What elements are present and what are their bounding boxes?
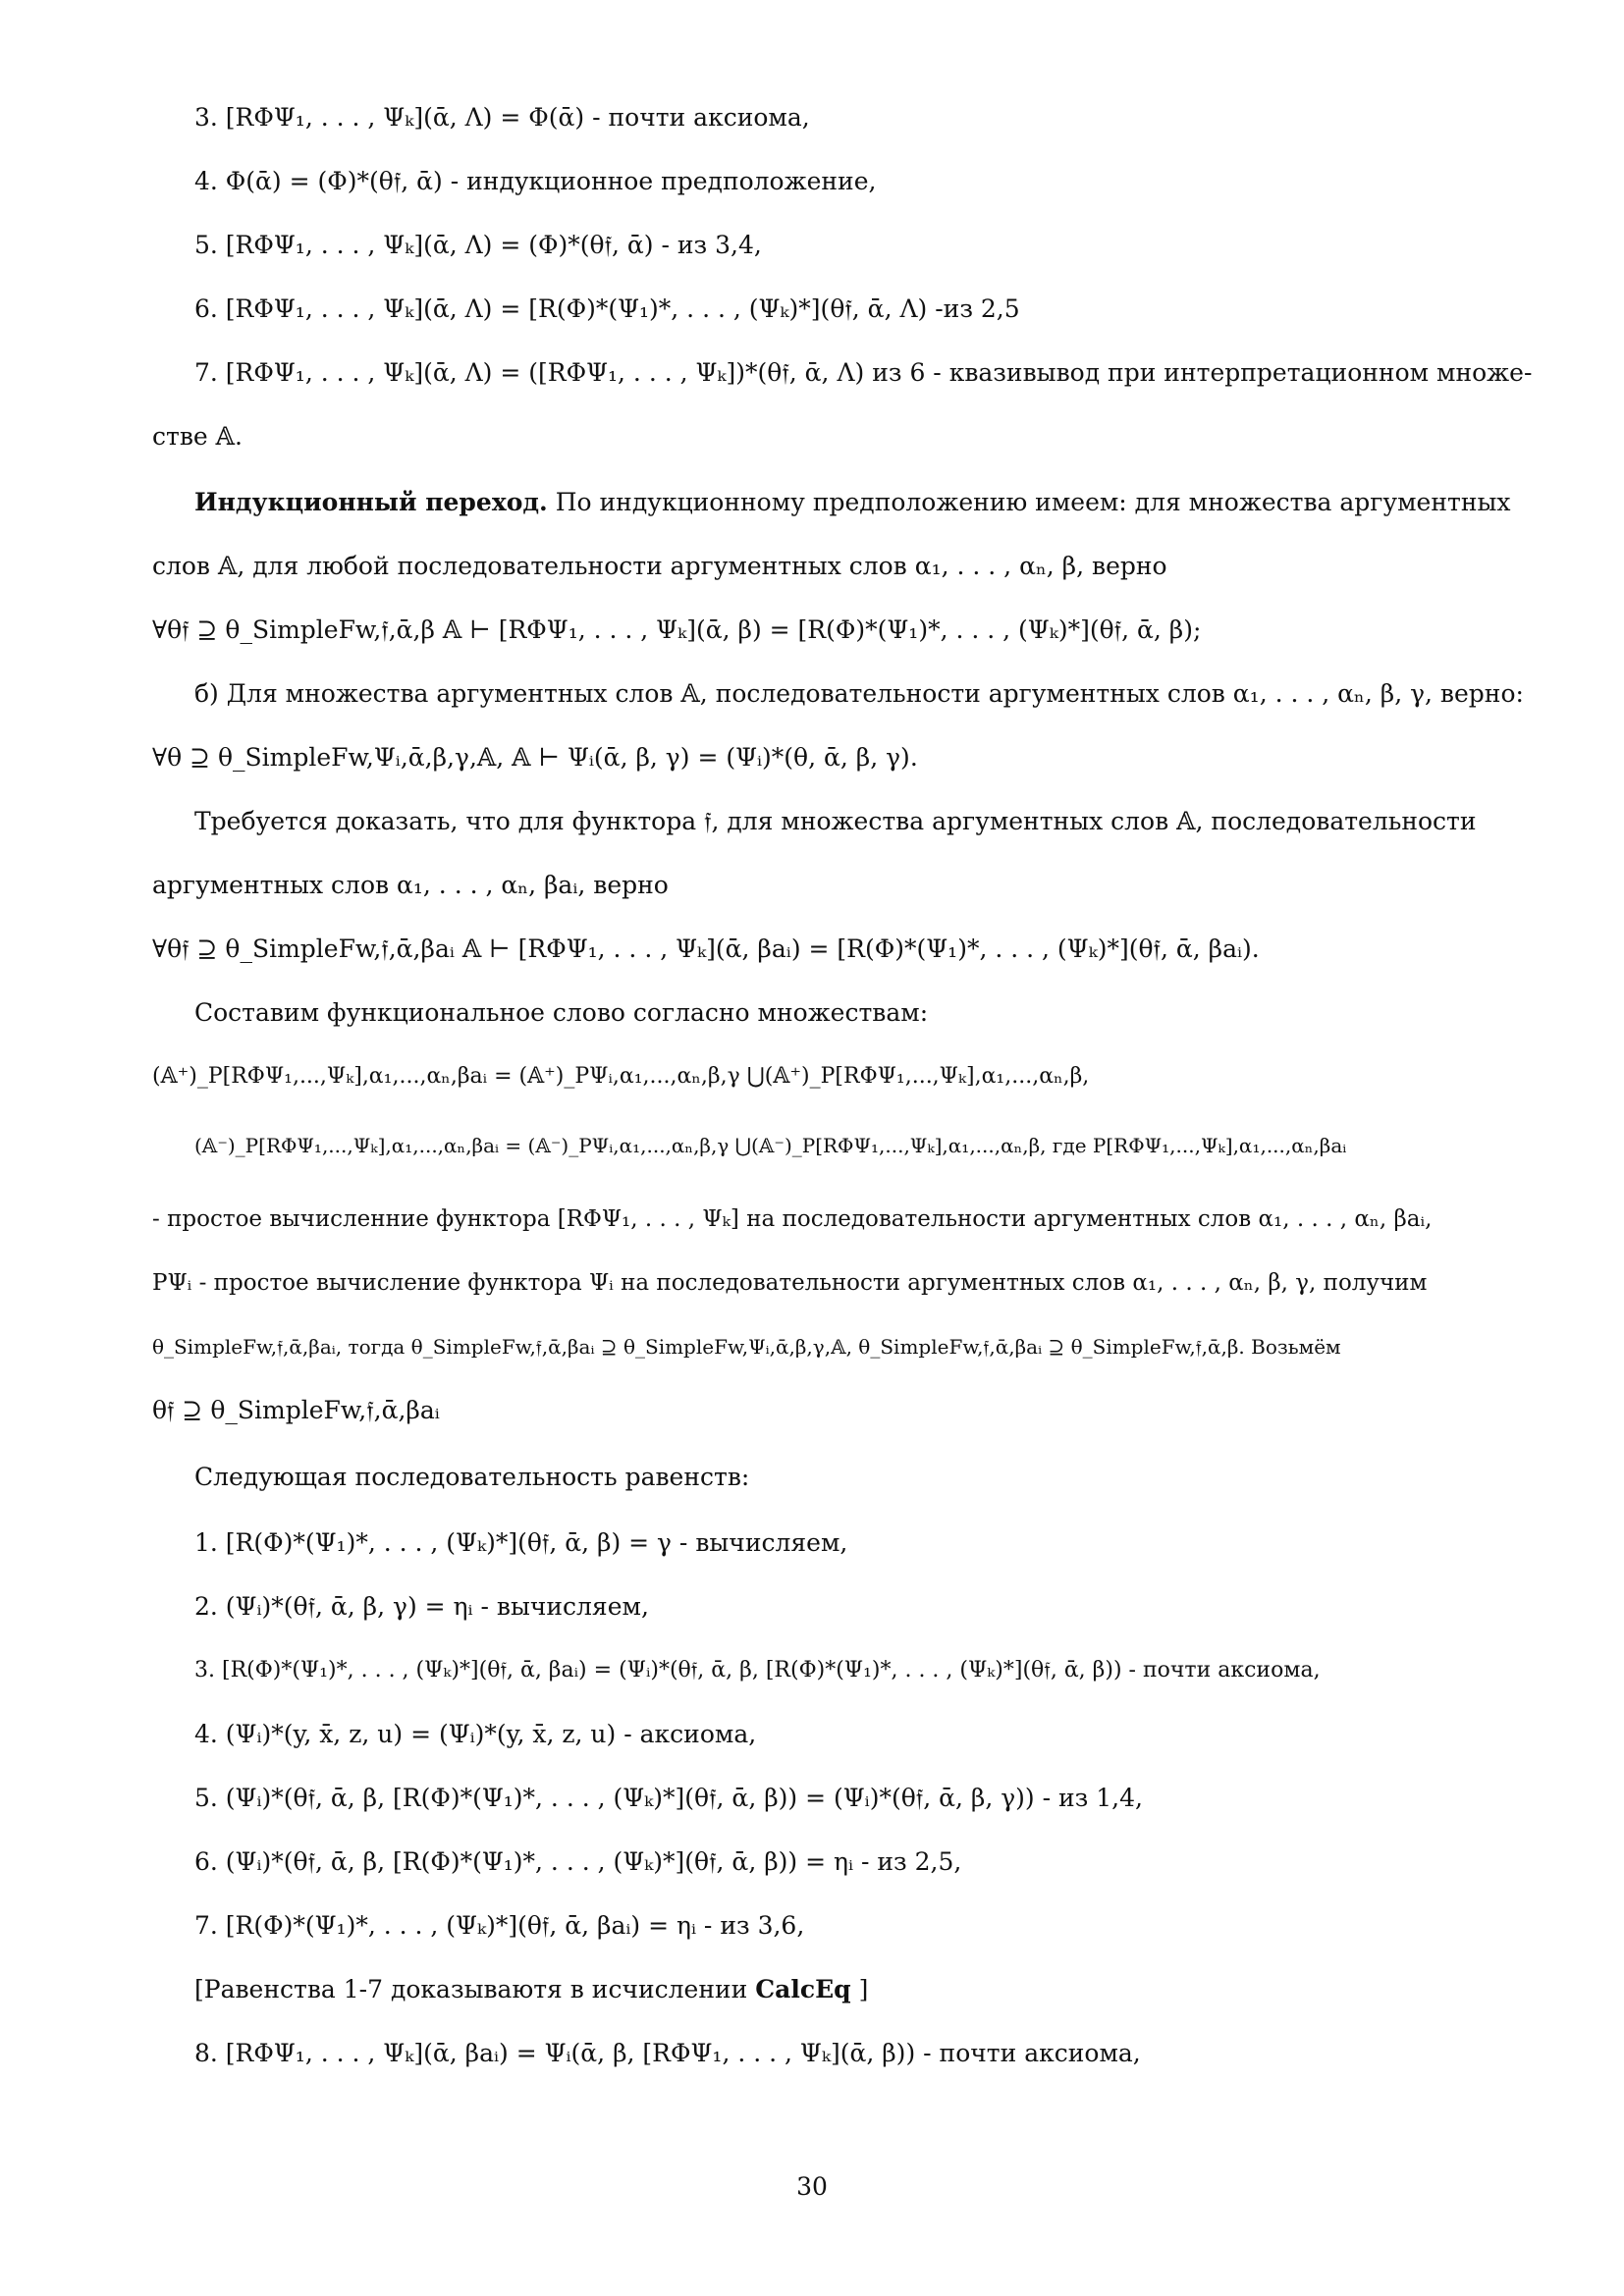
paragraph-line: аргументных слов α₁, . . . , αₙ, βaᵢ, верно — [152, 871, 669, 899]
formula-line: θ𝔣 ⊇ θ_SimpleFw,𝔣,ᾱ,βaᵢ — [152, 1396, 440, 1424]
formula-line: ∀θ ⊇ θ_SimpleFw,Ψᵢ,ᾱ,β,γ,𝔸, 𝔸 ⊢ Ψᵢ(ᾱ, β, γ) = (Ψᵢ)*(θ, ᾱ, β, γ). — [152, 743, 918, 772]
proof-line: 5. (Ψᵢ)*(θ𝔣, ᾱ, β, [R(Φ)*(Ψ₁)*, . . . , (Ψₖ)*](θ𝔣, ᾱ, β)) = (Ψᵢ)*(θ𝔣, ᾱ, β, γ)) - из 1,4, — [194, 1784, 1143, 1812]
formula-line: (𝔸⁺)_P[RΦΨ₁,...,Ψₖ],α₁,...,αₙ,βaᵢ = (𝔸⁺)_PΨᵢ,α₁,...,αₙ,β,γ ⋃(𝔸⁺)_P[RΦΨ₁,...,Ψₖ],α₁,...,αₙ,β, — [152, 1064, 1090, 1089]
paragraph-line: Требуется доказать, что для функтора 𝔣, для множества аргументных слов 𝔸, последовательности — [194, 807, 1477, 835]
proof-line: 3. [R(Φ)*(Ψ₁)*, . . . , (Ψₖ)*](θ𝔣, ᾱ, βaᵢ) = (Ψᵢ)*(θ𝔣, ᾱ, β, [R(Φ)*(Ψ₁)*, . . . , (Ψₖ)*](θ𝔣, ᾱ, β)) - почти аксиома, — [194, 1658, 1321, 1682]
paragraph-text: ] — [850, 1975, 869, 2003]
proof-line: 4. (Ψᵢ)*(y, x̄, z, u) = (Ψᵢ)*(y, x̄, z, u) - аксиома, — [194, 1720, 757, 1748]
section-heading: Индукционный переход. — [194, 488, 548, 516]
formula-line: (𝔸⁻)_P[RΦΨ₁,...,Ψₖ],α₁,...,αₙ,βaᵢ = (𝔸⁻)_PΨᵢ,α₁,...,αₙ,β,γ ⋃(𝔸⁻)_P[RΦΨ₁,...,Ψₖ],α₁,...,αₙ,β, где P[RΦΨ₁,...,Ψₖ],α₁,...,αₙ,βaᵢ — [194, 1134, 1347, 1157]
proof-line: 1. [R(Φ)*(Ψ₁)*, . . . , (Ψₖ)*](θ𝔣, ᾱ, β) = γ - вычисляем, — [194, 1528, 848, 1557]
formula-line: ∀θ𝔣 ⊇ θ_SimpleFw,𝔣,ᾱ,βaᵢ 𝔸 ⊢ [RΦΨ₁, . . . , Ψₖ](ᾱ, βaᵢ) = [R(Φ)*(Ψ₁)*, . . . , (Ψₖ)*](θ𝔣, ᾱ, βaᵢ). — [152, 934, 1260, 963]
paragraph-text: По индукционному предположению имеем: для множества аргументных — [547, 488, 1511, 516]
paragraph-line: Следующая последовательность равенств: — [194, 1463, 750, 1491]
proof-line — [194, 1973, 1520, 2006]
proof-line: 4. Φ(ᾱ) = (Φ)*(θ𝔣, ᾱ) - индукционное предположение, — [194, 167, 877, 195]
proof-line: 8. [RΦΨ₁, . . . , Ψₖ](ᾱ, βaᵢ) = Ψᵢ(ᾱ, β, [RΦΨ₁, . . . , Ψₖ](ᾱ, β)) - почти аксиома, — [194, 2039, 1141, 2067]
proof-line: 7. [R(Φ)*(Ψ₁)*, . . . , (Ψₖ)*](θ𝔣, ᾱ, βaᵢ) = ηᵢ - из 3,6, — [194, 1911, 805, 1940]
formula-line: ∀θ𝔣 ⊇ θ_SimpleFw,𝔣,ᾱ,β 𝔸 ⊢ [RΦΨ₁, . . . , Ψₖ](ᾱ, β) = [R(Φ)*(Ψ₁)*, . . . , (Ψₖ)*](θ𝔣, ᾱ, β); — [152, 615, 1202, 644]
paragraph-line: б) Для множества аргументных слов 𝔸, последовательности аргументных слов α₁, . . . , αₙ, β, γ, верно: — [194, 679, 1524, 708]
page-number: 30 — [796, 2172, 828, 2201]
calculus-name: CalcEq — [755, 1975, 851, 2003]
paragraph-line: Составим функциональное слово согласно множествам: — [194, 998, 929, 1027]
proof-line: 6. (Ψᵢ)*(θ𝔣, ᾱ, β, [R(Φ)*(Ψ₁)*, . . . , (Ψₖ)*](θ𝔣, ᾱ, β)) = ηᵢ - из 2,5, — [194, 1847, 962, 1876]
proof-line: 6. [RΦΨ₁, . . . , Ψₖ](ᾱ, Λ) = [R(Φ)*(Ψ₁)*, . . . , (Ψₖ)*](θ𝔣, ᾱ, Λ) -из 2,5 — [194, 294, 1020, 323]
paragraph-line: стве 𝔸. — [152, 422, 243, 451]
proof-line: 3. [RΦΨ₁, . . . , Ψₖ](ᾱ, Λ) = Φ(ᾱ) - почти аксиома, — [194, 103, 810, 132]
paragraph-text: [Равенства 1-7 доказываютя в исчислении — [194, 1975, 756, 2003]
paragraph-line: PΨᵢ - простое вычисление функтора Ψᵢ на последовательности аргументных слов α₁, . . . , αₙ, β, γ, получим — [152, 1270, 1428, 1296]
formula-line: θ_SimpleFw,𝔣,ᾱ,βaᵢ, тогда θ_SimpleFw,𝔣,ᾱ,βaᵢ ⊇ θ_SimpleFw,Ψᵢ,ᾱ,β,γ,𝔸, θ_SimpleFw,𝔣,ᾱ,βaᵢ ⊇ θ_SimpleFw,𝔣,ᾱ,β. Возьмём — [152, 1335, 1341, 1359]
paragraph-line: - простое вычисленние функтора [RΦΨ₁, . . . , Ψₖ] на последовательности аргументных слов α₁, . . . , αₙ, βaᵢ, — [152, 1206, 1433, 1232]
proof-line: 5. [RΦΨ₁, . . . , Ψₖ](ᾱ, Λ) = (Φ)*(θ𝔣, ᾱ) - из 3,4, — [194, 231, 762, 259]
paragraph-line: слов 𝔸, для любой последовательности аргументных слов α₁, . . . , αₙ, β, верно — [152, 552, 1167, 580]
paragraph-line — [194, 486, 1520, 519]
proof-line: 2. (Ψᵢ)*(θ𝔣, ᾱ, β, γ) = ηᵢ - вычисляем, — [194, 1592, 649, 1621]
proof-line: 7. [RΦΨ₁, . . . , Ψₖ](ᾱ, Λ) = ([RΦΨ₁, . . . , Ψₖ])*(θ𝔣, ᾱ, Λ) из 6 - квазивывод при интерпретационном множе- — [194, 358, 1533, 387]
